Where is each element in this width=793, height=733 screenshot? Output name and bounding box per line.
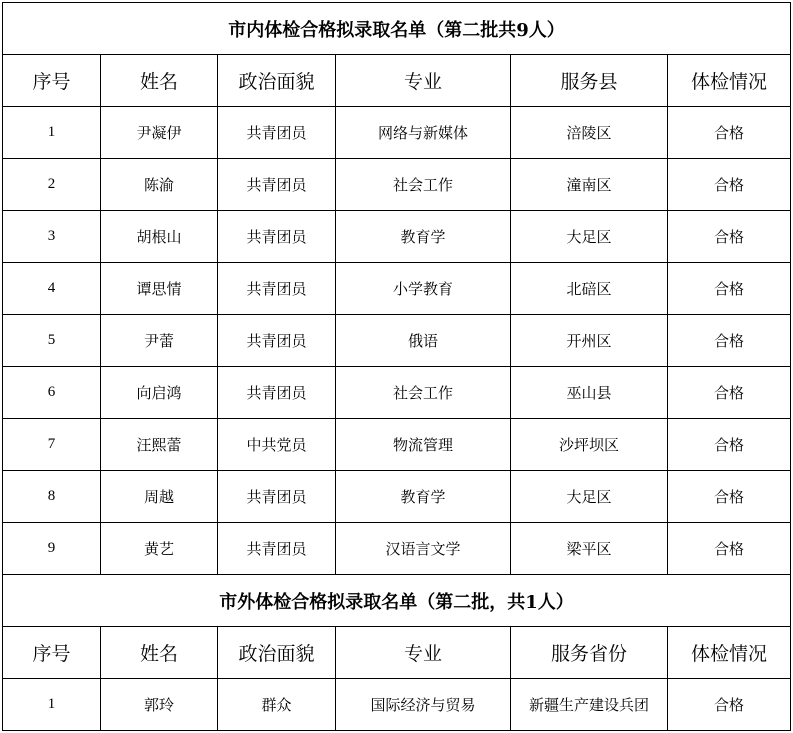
table-cell: 尹凝伊 — [101, 107, 218, 159]
table-cell: 共青团员 — [218, 159, 336, 211]
table-cell: 共青团员 — [218, 107, 336, 159]
column-header: 序号 — [3, 55, 101, 107]
table-cell: 共青团员 — [218, 315, 336, 367]
table-row — [3, 419, 791, 471]
table-cell: 巫山县 — [511, 367, 668, 419]
table-cell: 大足区 — [511, 471, 668, 523]
section2-title-row — [3, 575, 791, 627]
table-cell: 群众 — [218, 679, 336, 731]
table-cell: 1 — [3, 107, 101, 159]
column-header: 序号 — [3, 627, 101, 679]
table-cell: 合格 — [668, 315, 791, 367]
table-cell: 周越 — [101, 471, 218, 523]
table-cell: 汉语言文学 — [336, 523, 511, 575]
table-cell: 梁平区 — [511, 523, 668, 575]
table-cell: 郭玲 — [101, 679, 218, 731]
table-cell: 小学教育 — [336, 263, 511, 315]
column-header: 姓名 — [101, 55, 218, 107]
table-cell: 胡根山 — [101, 211, 218, 263]
table-cell: 北碚区 — [511, 263, 668, 315]
column-header: 体检情况 — [668, 627, 791, 679]
column-header: 政治面貌 — [218, 55, 336, 107]
table-cell: 共青团员 — [218, 523, 336, 575]
table-cell: 汪熙蕾 — [101, 419, 218, 471]
table-cell: 2 — [3, 159, 101, 211]
table-cell: 大足区 — [511, 211, 668, 263]
table-cell: 网络与新媒体 — [336, 107, 511, 159]
table-cell: 合格 — [668, 107, 791, 159]
admission-list-table — [2, 2, 791, 731]
table-cell: 合格 — [668, 211, 791, 263]
table-cell: 合格 — [668, 263, 791, 315]
column-header: 服务省份 — [511, 627, 668, 679]
table-row — [3, 263, 791, 315]
table-cell: 5 — [3, 315, 101, 367]
table-cell: 合格 — [668, 679, 791, 731]
table-cell: 向启鸿 — [101, 367, 218, 419]
table-cell: 新疆生产建设兵团 — [511, 679, 668, 731]
table-cell: 开州区 — [511, 315, 668, 367]
table-cell: 合格 — [668, 159, 791, 211]
table-cell: 尹蕾 — [101, 315, 218, 367]
section1-title: 市内体检合格拟录取名单（第二批共9人） — [3, 3, 791, 55]
table-cell: 4 — [3, 263, 101, 315]
table-row — [3, 471, 791, 523]
table-cell: 物流管理 — [336, 419, 511, 471]
table-cell: 谭思情 — [101, 263, 218, 315]
table-cell: 合格 — [668, 523, 791, 575]
table-cell: 8 — [3, 471, 101, 523]
table-cell: 合格 — [668, 367, 791, 419]
table-row — [3, 107, 791, 159]
table-cell: 共青团员 — [218, 211, 336, 263]
table-cell: 国际经济与贸易 — [336, 679, 511, 731]
table-cell: 共青团员 — [218, 367, 336, 419]
section1-header-row — [3, 55, 791, 107]
table-cell: 涪陵区 — [511, 107, 668, 159]
table-cell: 陈渝 — [101, 159, 218, 211]
column-header: 专业 — [336, 627, 511, 679]
table-cell: 合格 — [668, 419, 791, 471]
table-cell: 共青团员 — [218, 471, 336, 523]
section2-title: 市外体检合格拟录取名单（第二批，共1人） — [3, 575, 791, 627]
table-cell: 社会工作 — [336, 367, 511, 419]
table-cell: 7 — [3, 419, 101, 471]
table-row — [3, 315, 791, 367]
table-cell: 俄语 — [336, 315, 511, 367]
table-cell: 1 — [3, 679, 101, 731]
section1-title-row — [3, 3, 791, 55]
column-header: 姓名 — [101, 627, 218, 679]
table-cell: 教育学 — [336, 211, 511, 263]
table-cell: 3 — [3, 211, 101, 263]
table-row — [3, 367, 791, 419]
table-row — [3, 679, 791, 731]
column-header: 专业 — [336, 55, 511, 107]
table-cell: 中共党员 — [218, 419, 336, 471]
column-header: 服务县 — [511, 55, 668, 107]
table-cell: 6 — [3, 367, 101, 419]
table-cell: 沙坪坝区 — [511, 419, 668, 471]
column-header: 政治面貌 — [218, 627, 336, 679]
table-cell: 黄艺 — [101, 523, 218, 575]
table-cell: 合格 — [668, 471, 791, 523]
table-cell: 共青团员 — [218, 263, 336, 315]
section2-header-row — [3, 627, 791, 679]
table-cell: 9 — [3, 523, 101, 575]
table-cell: 社会工作 — [336, 159, 511, 211]
table-row — [3, 211, 791, 263]
column-header: 体检情况 — [668, 55, 791, 107]
table-row — [3, 159, 791, 211]
table-cell: 教育学 — [336, 471, 511, 523]
table-row — [3, 523, 791, 575]
table-cell: 潼南区 — [511, 159, 668, 211]
